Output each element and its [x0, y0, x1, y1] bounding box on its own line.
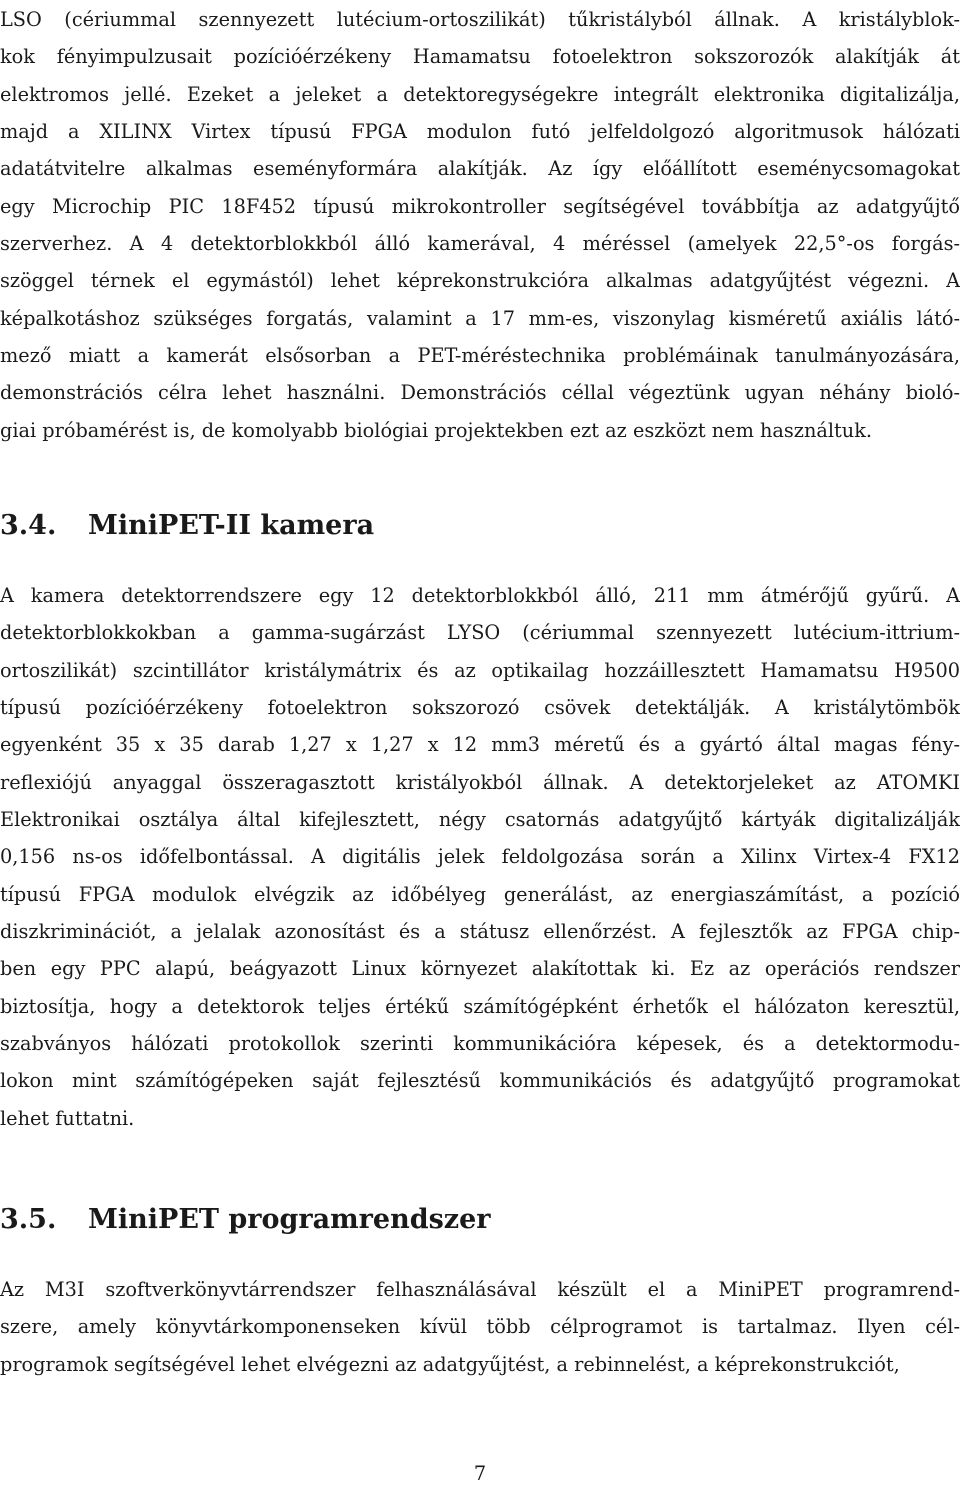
text-line: lehet futtatni. — [0, 1106, 135, 1130]
page-number: 7 — [473, 1462, 487, 1485]
section-number: 3.4. — [0, 510, 57, 541]
section-title: MiniPET programrendszer — [88, 1204, 491, 1235]
text-line: egy Microchip PIC 18F452 típusú mikrokontroller segítségével továbbítja az adatgyűjtő — [0, 194, 960, 218]
text-line: LSO (cériummal szennyezett lutécium-ortoszilikát) tűkristályból állnak. A kristályblok- — [0, 8, 960, 31]
text-line: detektorblokkokban a gamma-sugárzást LYSO (cériummal szennyezett lutécium-ittrium- — [0, 621, 960, 645]
paragraph-2 — [0, 577, 960, 1137]
section-title: MiniPET-II kamera — [88, 510, 375, 541]
text-line: képalkotáshoz szükséges forgatás, valamint a 17 mm-es, viszonylag kisméretű axiális látó- — [0, 306, 960, 330]
text-line: kok fényimpulzusait pozícióérzékeny Hamamatsu fotoelektron sokszorozók alakítják át — [0, 45, 960, 69]
text-line: demonstrációs célra lehet használni. Demonstrációs céllal végeztünk ugyan néhány bioló- — [0, 381, 960, 405]
text-line: szabványos hálózati protokollok szerinti kommunikációra képesek, és a detektormodu- — [0, 1032, 960, 1056]
text-line: ben egy PPC alapú, beágyazott Linux környezet alakítottak ki. Ez az operációs rendszer — [0, 957, 960, 981]
text-line: Az M3I szoftverkönyvtárrendszer felhasználásával készült el a MiniPET programrend- — [0, 1278, 960, 1301]
text-line: szöggel térnek el egymástól) lehet képrekonstrukcióra alkalmas adatgyűjtést végezni. A — [0, 269, 960, 293]
text-line: Elektronikai osztálya által kifejlesztett, négy csatornás adatgyűjtő kártyák digitalizálják — [0, 808, 960, 832]
paragraph-1 — [0, 1, 960, 449]
text-line: szere, amely könyvtárkomponenseken kívül több célprogramot is tartalmaz. Ilyen cél- — [0, 1315, 960, 1339]
text-line: adatátvitelre alkalmas eseményformára alakítják. Az így előállított eseménycsomagokat — [0, 157, 960, 181]
section-heading-3-4 — [0, 506, 960, 546]
text-line: A kamera detektorrendszere egy 12 detektorblokkból álló, 211 mm átmérőjű gyűrű. A — [0, 584, 960, 607]
text-line: 0,156 ns-os időfelbontással. A digitális jelek feldolgozása során a Xilinx Virtex-4 FX12 — [0, 845, 960, 869]
text-line: ortoszilikát) szcintillátor kristálymátrix és az optikailag hozzáillesztett Hamamatsu H9500 — [0, 658, 960, 682]
text-line: típusú FPGA modulok elvégzik az időbélyeg generálást, az energiaszámítást, a pozíció — [0, 882, 960, 906]
text-line: majd a XILINX Virtex típusú FPGA modulon futó jelfeldolgozó algoritmusok hálózati — [0, 120, 960, 144]
text-line: biztosítja, hogy a detektorok teljes értékű számítógépként érhetők el hálózaton keresztül, — [0, 994, 960, 1018]
text-line: típusú pozícióérzékeny fotoelektron sokszorozó csövek detektálják. A kristálytömbök — [0, 696, 960, 720]
text-line: diszkriminációt, a jelalak azonosítást és a státusz ellenőrzést. A fejlesztők az FPGA chip- — [0, 920, 960, 944]
paragraph-3 — [0, 1271, 960, 1383]
text-line: elektromos jellé. Ezeket a jeleket a detektoregységekre integrált elektronika digitalizálja, — [0, 82, 960, 106]
text-line: egyenként 35 x 35 darab 1,27 x 1,27 x 12 mm3 méretű és a gyártó által magas fény- — [0, 733, 960, 757]
text-line: giai próbamérést is, de komolyabb biológiai projektekben ezt az eszközt nem használtuk. — [0, 418, 873, 442]
text-line: szerverhez. A 4 detektorblokkból álló kamerával, 4 méréssel (amelyek 22,5°-os forgás- — [0, 232, 960, 256]
text-line: mező miatt a kamerát elsősorban a PET-méréstechnika problémáinak tanulmányozására, — [0, 344, 960, 368]
text-line: reflexiójú anyaggal összeragasztott kristályokból állnak. A detektorjeleket az ATOMKI — [0, 770, 960, 794]
section-heading-3-5 — [0, 1200, 960, 1240]
text-line: programok segítségével lehet elvégezni az adatgyűjtést, a rebinnelést, a képrekonstrukciót, — [0, 1352, 900, 1376]
text-line: lokon mint számítógépeken saját fejlesztésű kommunikációs és adatgyűjtő programokat — [0, 1069, 960, 1093]
section-number: 3.5. — [0, 1204, 57, 1235]
